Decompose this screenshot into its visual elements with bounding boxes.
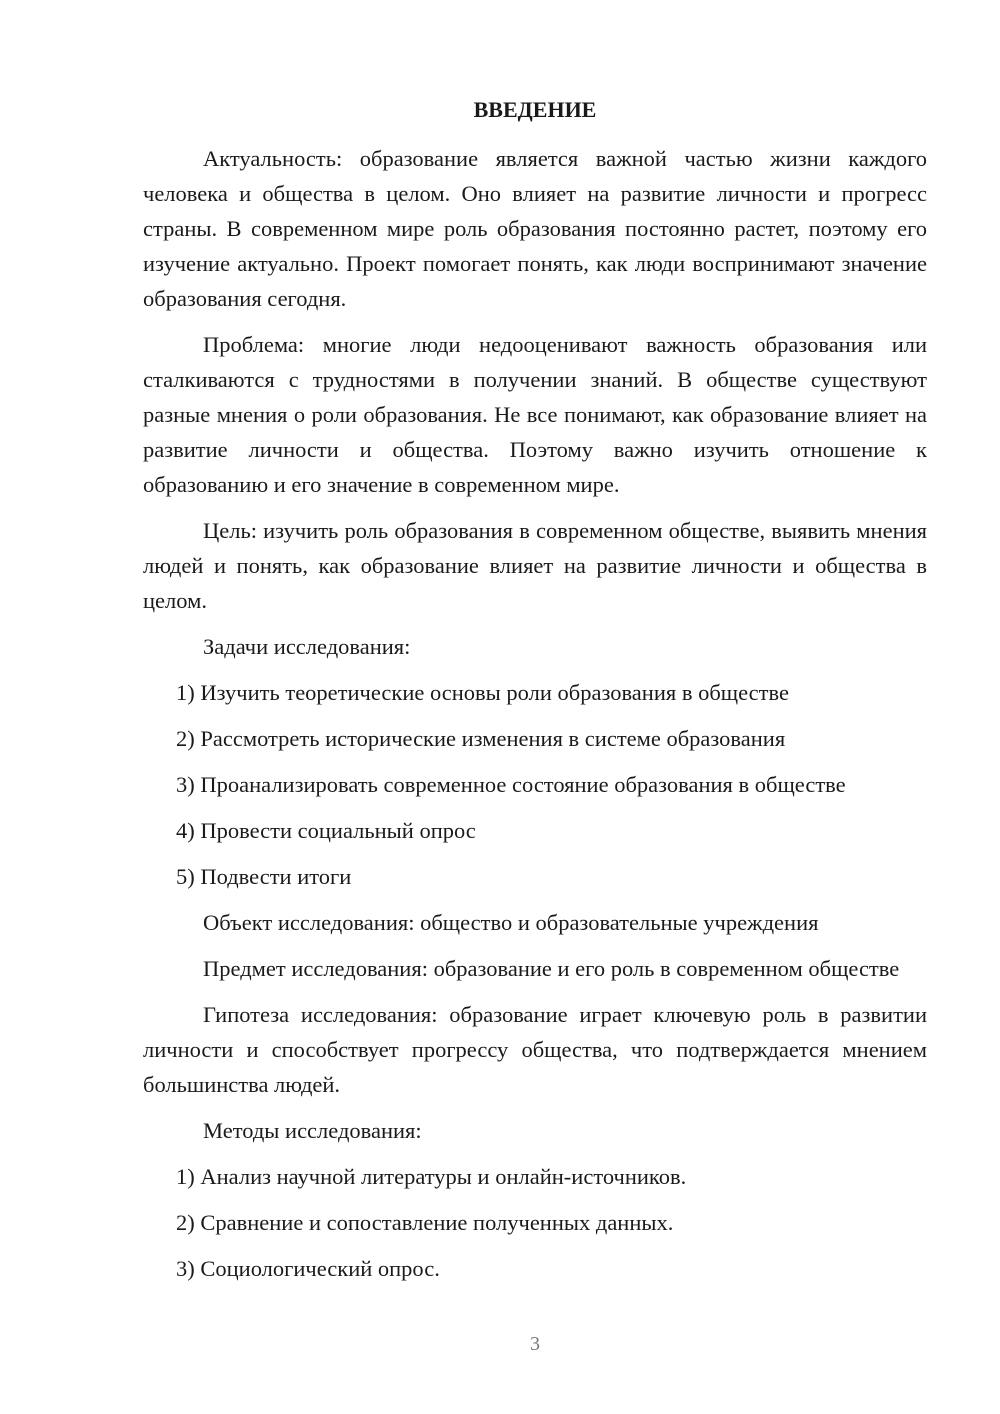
page-number: 3 (530, 1333, 540, 1355)
list-item: 2) Рассмотреть исторические изменения в системе образования (176, 726, 786, 751)
goal-paragraph: Цель: изучить роль образования в современном обществе, выявить мнения людей и понять, как образование влияет на развитие личности и общества в целом. (143, 518, 927, 613)
list-item: 3) Социологический опрос. (176, 1256, 440, 1281)
list-item: 2) Сравнение и сопоставление полученных данных. (176, 1210, 674, 1235)
list-item: 1) Изучить теоретические основы роли образования в обществе (176, 680, 789, 705)
list-item: 5) Подвести итоги (176, 864, 352, 889)
page-content (143, 95, 927, 1297)
list-item: 1) Анализ научной литературы и онлайн-источников. (176, 1164, 687, 1189)
list-item: 4) Провести социальный опрос (176, 818, 476, 843)
tasks-heading: Задачи исследования: (203, 634, 411, 659)
list-item: 3) Проанализировать современное состояние образования в обществе (176, 772, 846, 797)
methods-heading: Методы исследования: (203, 1118, 422, 1143)
problem-paragraph: Проблема: многие люди недооценивают важность образования или сталкиваются с трудностями в получении знаний. В обществе существуют разные мнения о роли образования. Не все понимают, как образование влияет на развитие личности и общества. Поэтому важно изучить отношение к образованию и его значение в современном мире. (143, 332, 927, 497)
section-title: ВВЕДЕНИЕ (473, 97, 597, 122)
object-paragraph: Объект исследования: общество и образовательные учреждения (203, 910, 819, 935)
subject-paragraph: Предмет исследования: образование и его роль в современном обществе (203, 956, 900, 981)
hypothesis-paragraph: Гипотеза исследования: образование играет ключевую роль в развитии личности и способствует прогрессу общества, что подтверждается мнением большинства людей. (143, 1002, 927, 1097)
methods-list (143, 1159, 927, 1286)
tasks-list (143, 675, 927, 894)
relevance-paragraph: Актуальность: образование является важной частью жизни каждого человека и общества в целом. Оно влияет на развитие личности и прогресс страны. В современном мире роль образования постоянно растет, поэтому его изучение актуально. Проект помогает понять, как люди воспринимают значение образования сегодня. (143, 146, 927, 311)
